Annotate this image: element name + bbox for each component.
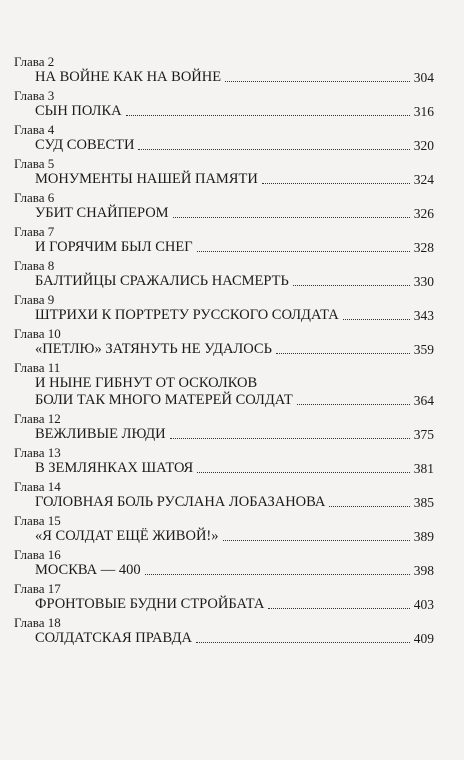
page-number: 326 bbox=[413, 206, 434, 221]
toc-entry[interactable] bbox=[14, 88, 434, 123]
page-number: 364 bbox=[413, 393, 434, 408]
chapter-label: Глава 3 bbox=[14, 88, 55, 103]
dot-leader bbox=[329, 506, 409, 507]
dot-leader bbox=[225, 81, 410, 82]
dot-leader bbox=[297, 404, 410, 405]
chapter-title: НА ВОЙНЕ КАК НА ВОЙНЕ bbox=[35, 69, 222, 85]
chapter-label: Глава 11 bbox=[14, 360, 61, 375]
chapter-label: Глава 15 bbox=[14, 513, 61, 528]
chapter-label: Глава 2 bbox=[14, 54, 55, 69]
toc-entry[interactable] bbox=[14, 479, 434, 514]
toc-entry[interactable] bbox=[14, 547, 434, 582]
dot-leader bbox=[138, 149, 409, 150]
toc-entry[interactable] bbox=[14, 360, 434, 412]
chapter-label: Глава 6 bbox=[14, 190, 55, 205]
dot-leader bbox=[276, 353, 410, 354]
chapter-label: Глава 7 bbox=[14, 224, 55, 239]
dot-leader bbox=[343, 319, 410, 320]
chapter-title: УБИТ СНАЙПЕРОМ bbox=[35, 205, 169, 221]
chapter-label: Глава 4 bbox=[14, 122, 55, 137]
page-number: 389 bbox=[413, 529, 434, 544]
chapter-title-line1: И НЫНЕ ГИБНУТ ОТ ОСКОЛКОВ bbox=[35, 375, 258, 391]
chapter-title: БАЛТИЙЦЫ СРАЖАЛИСЬ НАСМЕРТЬ bbox=[35, 273, 289, 289]
page-number: 375 bbox=[413, 427, 434, 442]
chapter-label: Глава 8 bbox=[14, 258, 55, 273]
toc-entry[interactable] bbox=[14, 615, 434, 650]
chapter-label: Глава 16 bbox=[14, 547, 61, 562]
chapter-title: ШТРИХИ К ПОРТРЕТУ РУССКОГО СОЛДАТА bbox=[35, 307, 339, 323]
chapter-label: Глава 9 bbox=[14, 292, 55, 307]
dot-leader bbox=[268, 608, 409, 609]
toc-entry[interactable] bbox=[14, 54, 434, 89]
toc-entry[interactable] bbox=[14, 156, 434, 191]
chapter-title: МОСКВА — 400 bbox=[35, 562, 141, 578]
chapter-title: «ПЕТЛЮ» ЗАТЯНУТЬ НЕ УДАЛОСЬ bbox=[35, 341, 272, 357]
page-number: 330 bbox=[413, 274, 434, 289]
dot-leader bbox=[126, 115, 410, 116]
page-number: 409 bbox=[413, 631, 434, 646]
page-number: 381 bbox=[413, 461, 434, 476]
chapter-title: БОЛИ ТАК МНОГО МАТЕРЕЙ СОЛДАТ bbox=[35, 392, 293, 408]
chapter-title: И ГОРЯЧИМ БЫЛ СНЕГ bbox=[35, 239, 193, 255]
toc-entry[interactable] bbox=[14, 411, 434, 446]
page-number: 403 bbox=[413, 597, 434, 612]
chapter-title: ВЕЖЛИВЫЕ ЛЮДИ bbox=[35, 426, 166, 442]
dot-leader bbox=[262, 183, 410, 184]
toc-entry[interactable] bbox=[14, 224, 434, 259]
page-number: 398 bbox=[413, 563, 434, 578]
chapter-title: СОЛДАТСКАЯ ПРАВДА bbox=[35, 630, 192, 646]
page-number: 316 bbox=[413, 104, 434, 119]
chapter-title: СУД СОВЕСТИ bbox=[35, 137, 135, 153]
chapter-title: В ЗЕМЛЯНКАХ ШАТОЯ bbox=[35, 460, 194, 476]
toc-entry[interactable] bbox=[14, 258, 434, 293]
chapter-label: Глава 5 bbox=[14, 156, 55, 171]
toc-entry[interactable] bbox=[14, 292, 434, 327]
toc-entry[interactable] bbox=[14, 326, 434, 361]
page-number: 359 bbox=[413, 342, 434, 357]
toc-entry[interactable] bbox=[14, 581, 434, 616]
chapter-label: Глава 12 bbox=[14, 411, 61, 426]
chapter-title: «Я СОЛДАТ ЕЩЁ ЖИВОЙ!» bbox=[35, 528, 219, 544]
page-number: 328 bbox=[413, 240, 434, 255]
dot-leader bbox=[173, 217, 410, 218]
chapter-label: Глава 13 bbox=[14, 445, 61, 460]
toc-entry[interactable] bbox=[14, 513, 434, 548]
chapter-label: Глава 14 bbox=[14, 479, 61, 494]
dot-leader bbox=[223, 540, 410, 541]
chapter-title: МОНУМЕНТЫ НАШЕЙ ПАМЯТИ bbox=[35, 171, 258, 187]
dot-leader bbox=[196, 642, 410, 643]
chapter-title: СЫН ПОЛКА bbox=[35, 103, 122, 119]
dot-leader bbox=[197, 472, 410, 473]
chapter-title: ФРОНТОВЫЕ БУДНИ СТРОЙБАТА bbox=[35, 596, 265, 612]
dot-leader bbox=[197, 251, 410, 252]
dot-leader bbox=[293, 285, 410, 286]
page-number: 304 bbox=[413, 70, 434, 85]
page-number: 324 bbox=[413, 172, 434, 187]
chapter-label: Глава 18 bbox=[14, 615, 61, 630]
chapter-label: Глава 10 bbox=[14, 326, 61, 341]
page-number: 343 bbox=[413, 308, 434, 323]
toc-entry[interactable] bbox=[14, 445, 434, 480]
page-number: 385 bbox=[413, 495, 434, 510]
page-number: 320 bbox=[413, 138, 434, 153]
toc-entry[interactable] bbox=[14, 190, 434, 225]
chapter-title: ГОЛОВНАЯ БОЛЬ РУСЛАНА ЛОБАЗАНОВА bbox=[35, 494, 326, 510]
dot-leader bbox=[145, 574, 410, 575]
toc-entry[interactable] bbox=[14, 122, 434, 157]
dot-leader bbox=[170, 438, 410, 439]
chapter-label: Глава 17 bbox=[14, 581, 61, 596]
table-of-contents bbox=[14, 54, 434, 650]
